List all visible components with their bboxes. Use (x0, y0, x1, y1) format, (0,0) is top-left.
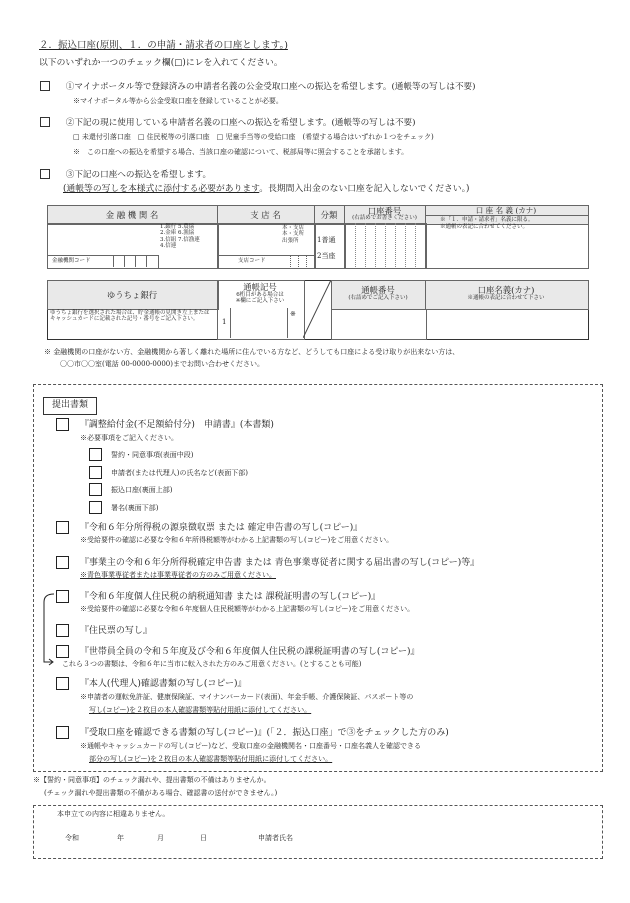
yucho-name-header: 口座名義(カナ) (477, 285, 535, 295)
option3-checkbox[interactable] (40, 169, 50, 179)
option1-row (40, 81, 476, 93)
name-note-2: ※通帳の表記に合わせてください。 (440, 224, 529, 230)
option2-note: ※ この口座への振込を希望する場合、当該口座の確認について、税部局等に照会することを承諾します。 (73, 148, 409, 156)
doc-7: 『本人(代理人)確認書類の写し(コピー)』 (56, 677, 247, 691)
day-label: 日 (200, 834, 207, 842)
account-type-header: 分類 (320, 210, 338, 220)
passbook-symbol-header: 通帳記号 (243, 282, 277, 292)
doc-1-sub-3-checkbox[interactable] (89, 483, 102, 496)
bank-code-label: 金融機関コード (52, 258, 91, 264)
doc-5-checkbox[interactable] (56, 624, 69, 637)
doc-2-note: ※受給要件の確認に必要な令和６年所得税額等がわかる上記書類の写し(コピー)をご用意ください。 (80, 536, 394, 544)
instruction-text: 以下のいずれか一つのチェック欄(□)にレを入れてください。 (39, 58, 283, 68)
yucho-description: ゆうちょ銀行を選択された場合は、貯金通帳の見開き左上またはキャッシュカードに記載された記号・番号をご記入下さい。 (50, 310, 210, 323)
year-label: 年 (117, 834, 124, 842)
doc-4-checkbox[interactable] (56, 590, 69, 603)
doc-1-sub-3: 振込口座(裏面上部) (89, 483, 172, 496)
branch-type-list: 本・支店 本・支所 出張所 (282, 225, 305, 244)
bank-footnote-1: ※ 金融機関の口座がない方、金融機関から著しく離れた場所に住んでいる方など、どうしても口座による受け取りが出来ない方は、 (44, 348, 460, 356)
doc-1-sub-4: 署名(裏面下部) (89, 501, 158, 514)
option3-row (40, 169, 211, 181)
month-label: 月 (157, 834, 164, 842)
doc-8-note-1: ※通帳やキャッシュカードの写し(コピー)など、受取口座の金融機関名・口座番号・口座名義人を確認できる (80, 742, 422, 750)
doc-2-checkbox[interactable] (56, 521, 69, 534)
doc-4: 『令和６年度個人住民税の納税通知書 または 課税証明書の写し(コピー)』 (56, 590, 380, 604)
account-number-header: 口座番号 (367, 206, 402, 216)
doc-8: 『受取口座を確認できる書類の写し(コピー)』(「２．振込口座」で③をチェックした方のみ) (56, 726, 449, 740)
option3-note: (通帳等の写しを本様式に添付する必要があります。長期間入出金のない口座を記入しないでください。) (63, 184, 470, 194)
era-label: 令和 (65, 834, 79, 842)
signature-statement: 本申立ての内容に相違ありません。 (57, 810, 170, 818)
doc-1-sub-1-checkbox[interactable] (89, 448, 102, 461)
branch-code-label: 支店コード (238, 258, 266, 264)
bank-name-header: 金 融 機 関 名 (105, 210, 159, 220)
doc-3: 『事業主の令和６年分所得税確定申告書 または 青色事業専従者に関する届出書の写し(コピー)等』 (56, 556, 479, 570)
bank-footnote-2: 〇〇市〇〇室(電話 00-0000-0000)までお問い合わせください。 (60, 360, 264, 368)
doc-1-sub-1: 誓約・同意事項(表面中段) (89, 448, 193, 461)
doc-7-note-2: 写し(コピー)を２枚目の本人確認書類等貼付用紙に添付してください。 (89, 706, 312, 714)
doc-5: 『住民票の写し』 (56, 624, 152, 638)
option1-note: ※マイナポータル等から公金受取口座を登録していることが必要。 (73, 97, 283, 105)
symbol-first-digit: 1 (222, 318, 227, 326)
branch-name-header: 支 店 名 (250, 210, 281, 220)
doc-8-note-2: 部分の写し(コピー)を２枚目の本人確認書類等貼付用紙に添付してください。 (89, 755, 333, 763)
doc-1-sub-4-checkbox[interactable] (89, 501, 102, 514)
symbol-star: ※ (290, 310, 296, 318)
account-name-header: 口 座 名 義 (カナ) (475, 206, 537, 215)
doc-6-checkbox[interactable] (56, 645, 69, 658)
option2-sub-options[interactable]: □ 未還付引落口座 □ 住民税等の引落口座 □ 児童手当等の受給口座 (希望する場合はいずれか１つをチェック) (73, 133, 434, 141)
doc-6: 『世帯員全員の令和５年度及び令和６年度個人住民税の課税証明書の写し(コピー)』 (56, 645, 420, 659)
name-note-1: ※「１．申請・請求者」名義に限る。 (440, 217, 534, 223)
account-type-2[interactable]: 2当座 (317, 252, 336, 260)
option1-checkbox[interactable] (40, 81, 50, 91)
yucho-header: ゆうちょ銀行 (106, 290, 158, 300)
doc-7-checkbox[interactable] (56, 677, 69, 690)
option3-label: ③下記の口座への振込を希望します。 (65, 169, 212, 180)
doc-2: 『令和６年分所得税の源泉徴収票 または 確定申告書の写し(コピー)』 (56, 521, 362, 535)
passbook-number-note: (右詰めでご記入下さい) (348, 295, 408, 301)
doc-1-sub-2-checkbox[interactable] (89, 466, 102, 479)
documents-title: 提出書類 (43, 397, 97, 415)
diagonal-divider (303, 280, 331, 338)
passbook-symbol-note: 6桁目がある場合は ※欄にご記入下さい (235, 292, 285, 305)
applicant-name-label: 申請者氏名 (258, 834, 293, 842)
check-note-1: ※【誓約・同意事項】のチェック漏れや、提出書類の不備はありませんか。 (33, 776, 271, 784)
option2-row (40, 117, 416, 129)
doc-7-note-1: ※申請者の運転免許証、健康保険証、マイナンバーカード(表面)、年金手帳、介護保険証、パスポート等の (80, 693, 414, 701)
passbook-number-header: 通帳番号 (361, 285, 395, 295)
doc-1: 『調整給付金(不足額給付分) 申請書』(本書類) (56, 418, 274, 432)
bank-type-list: 1.銀行 5.農協 2.金庫 6.漁協 3.信組 7.信漁連 4.信連 (160, 224, 200, 249)
applicant-name-field[interactable] (310, 830, 580, 846)
bracket-line (36, 590, 58, 668)
doc-3-checkbox[interactable] (56, 556, 69, 569)
doc-1-note: ※必要事項をご記入ください。 (80, 434, 178, 442)
yucho-name-note: ※通帳の表記に合わせて下さい (467, 295, 545, 301)
option2-checkbox[interactable] (40, 117, 50, 127)
section-heading: ２．振込口座(原則、１．の申請・請求者の口座とします。) (39, 40, 288, 51)
doc-3-note: ※青色事業専従者または事業専従者の方のみご用意ください。 (80, 571, 276, 579)
doc-1-sub-2: 申請者(または代理人)の氏名など(表面下部) (89, 466, 248, 479)
doc-1-checkbox[interactable] (56, 418, 69, 431)
account-type-1[interactable]: 1普通 (317, 236, 336, 244)
doc-6-note: これら３つの書類は、令和６年に当市に転入された方のみご用意ください。(とすることも可能) (62, 660, 362, 668)
account-number-note: (右詰めでお書きください) (352, 215, 417, 221)
option2-label: ②下記の現に使用している申請者名義の口座への振込を希望します。(通帳等の写しは不要) (65, 117, 416, 128)
option1-label: ①マイナポータル等で登録済みの申請者名義の公金受取口座への振込を希望します。(通帳等の写しは不要) (65, 81, 476, 92)
doc-4-note: ※受給要件の確認に必要な令和６年度個人住民税額等がわかる上記書類の写し(コピー)をご用意ください。 (80, 605, 415, 613)
check-note-2: (チェック漏れや提出書類の不備がある場合、確認書の送付ができません。) (44, 789, 278, 797)
doc-8-checkbox[interactable] (56, 726, 69, 739)
